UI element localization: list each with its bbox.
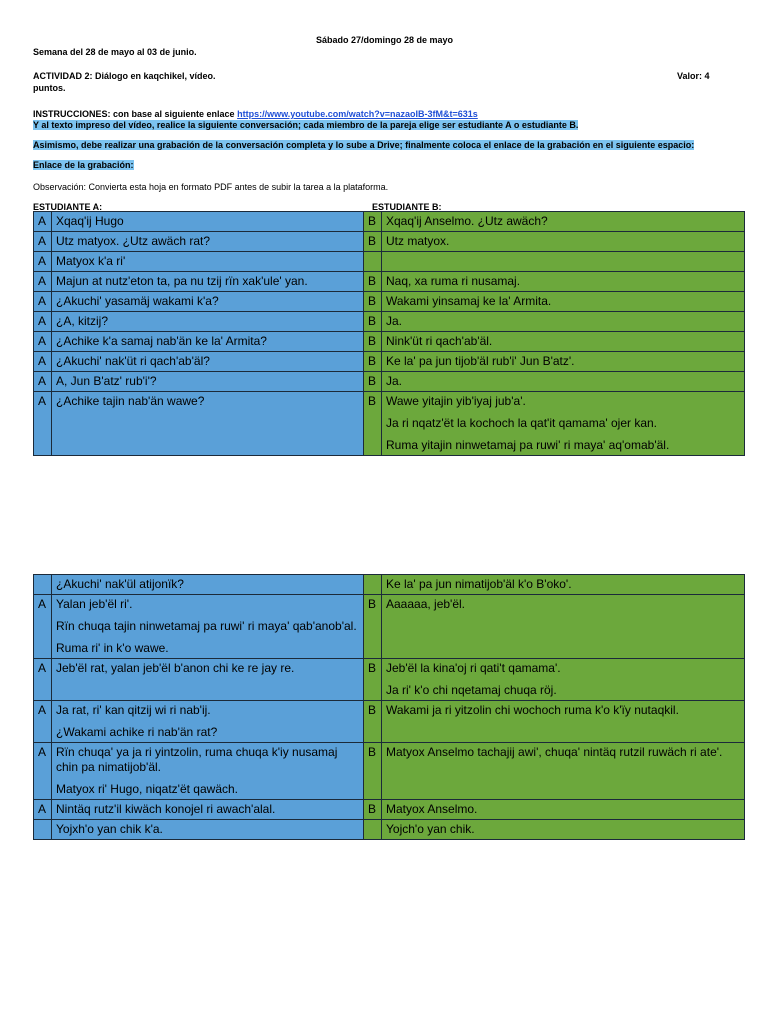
speaker-b-letter: B bbox=[364, 232, 382, 252]
speaker-a-letter: A bbox=[34, 743, 52, 800]
dialogue-line: Matyox ri' Hugo, niqatz'ët qawäch. bbox=[56, 782, 239, 796]
recording-link-label: Enlace de la grabación: bbox=[33, 160, 134, 170]
dialogue-line: Utz matyox. bbox=[386, 234, 450, 248]
dialogue-line: Aaaaaa, jeb'ël. bbox=[386, 597, 466, 611]
dialogue-table-1 bbox=[33, 211, 745, 456]
recording-instructions: Asimismo, debe realizar una grabación de la conversación completa y lo sube a Drive; finalmente coloca el enlace de la grabación en el siguiente espacio: bbox=[33, 140, 695, 150]
speaker-a-letter: A bbox=[34, 701, 52, 743]
speaker-b-text bbox=[382, 212, 745, 232]
speaker-b-text bbox=[382, 352, 745, 372]
speaker-b-letter: B bbox=[364, 595, 382, 659]
speaker-a-text bbox=[52, 743, 364, 800]
activity-title: ACTIVIDAD 2: Diálogo en kaqchikel, vídeo. bbox=[33, 71, 216, 81]
speaker-a-letter: A bbox=[34, 292, 52, 312]
speaker-b-text bbox=[382, 820, 745, 840]
dialogue-line: Ja ri nqatz'ët la kochoch la qat'it qamama' ojer kan. bbox=[386, 416, 658, 430]
dialogue-row bbox=[34, 232, 745, 252]
dialogue-row bbox=[34, 701, 745, 743]
dialogue-row bbox=[34, 820, 745, 840]
speaker-b-letter bbox=[364, 575, 382, 595]
dialogue-line: Yojch'o yan chik. bbox=[386, 822, 475, 836]
dialogue-line: ¿Akuchi' nak'üt ri qach'ab'äl? bbox=[56, 354, 210, 368]
dialogue-line: Ruma ri' in k'o wawe. bbox=[56, 641, 169, 655]
dialogue-row bbox=[34, 212, 745, 232]
observation: Observación: Convierta esta hoja en formato PDF antes de subir la tarea a la plataforma. bbox=[33, 182, 389, 192]
speaker-b-text bbox=[382, 332, 745, 352]
dialogue-row bbox=[34, 352, 745, 372]
dialogue-line: Ja. bbox=[386, 374, 403, 388]
speaker-a-text bbox=[52, 352, 364, 372]
speaker-a-text bbox=[52, 701, 364, 743]
speaker-a-text bbox=[52, 392, 364, 456]
speaker-a-text bbox=[52, 372, 364, 392]
speaker-a-letter: A bbox=[34, 392, 52, 456]
speaker-a-letter: A bbox=[34, 659, 52, 701]
dialogue-line: Jeb'ël la kina'oj ri qati't qamama'. bbox=[386, 661, 561, 675]
speaker-a-text bbox=[52, 212, 364, 232]
speaker-b-text bbox=[382, 701, 745, 743]
speaker-b-letter: B bbox=[364, 659, 382, 701]
speaker-a-letter: A bbox=[34, 272, 52, 292]
speaker-b-letter bbox=[364, 820, 382, 840]
dialogue-line: ¿Akuchi' yasamäj wakami k'a? bbox=[56, 294, 219, 308]
speaker-a-text bbox=[52, 800, 364, 820]
speaker-a-letter: A bbox=[34, 252, 52, 272]
week-line: Semana del 28 de mayo al 03 de junio. bbox=[33, 47, 197, 57]
dialogue-row bbox=[34, 800, 745, 820]
dialogue-line: Nink'üt ri qach'ab'äl. bbox=[386, 334, 493, 348]
speaker-a-text bbox=[52, 820, 364, 840]
speaker-b-letter: B bbox=[364, 312, 382, 332]
speaker-a-text bbox=[52, 575, 364, 595]
dialogue-row bbox=[34, 372, 745, 392]
speaker-b-letter: B bbox=[364, 292, 382, 312]
speaker-a-letter: A bbox=[34, 212, 52, 232]
speaker-b-letter: B bbox=[364, 372, 382, 392]
dialogue-line: Yalan jeb'ël ri'. bbox=[56, 597, 133, 611]
video-link[interactable]: https://www.youtube.com/watch?v=nazaoIB-3fM&t=631s bbox=[237, 109, 478, 119]
speaker-b-letter: B bbox=[364, 212, 382, 232]
speaker-a-text bbox=[52, 272, 364, 292]
dialogue-line: Matyox Anselmo tachajij awi', chuqa' nintäq rutzil ruwäch ri ate'. bbox=[386, 745, 723, 759]
speaker-b-letter: B bbox=[364, 743, 382, 800]
dialogue-row bbox=[34, 575, 745, 595]
speaker-b-letter: B bbox=[364, 352, 382, 372]
points-label: puntos. bbox=[33, 83, 66, 93]
speaker-b-text bbox=[382, 800, 745, 820]
speaker-a-text bbox=[52, 252, 364, 272]
dialogue-row bbox=[34, 252, 745, 272]
dialogue-line: ¿Achike tajin nab'än wawe? bbox=[56, 394, 205, 408]
dialogue-line: Rïn chuqa' ya ja ri yintzolin, ruma chuqa k'iy nusamaj chin pa nimatijob'äl. bbox=[56, 745, 338, 774]
speaker-a-letter bbox=[34, 820, 52, 840]
speaker-b-text bbox=[382, 575, 745, 595]
speaker-a-letter bbox=[34, 575, 52, 595]
dialogue-line: Naq, xa ruma ri nusamaj. bbox=[386, 274, 521, 288]
dialogue-row bbox=[34, 392, 745, 456]
dialogue-line: Xqaq'ij Anselmo. ¿Utz awäch? bbox=[386, 214, 548, 228]
dialogue-line: ¿Akuchi' nak'ül atijonïk? bbox=[56, 577, 184, 591]
date-heading: Sábado 27/domingo 28 de mayo bbox=[316, 35, 454, 45]
speaker-b-text bbox=[382, 252, 745, 272]
dialogue-line: ¿Wakami achike ri nab'än rat? bbox=[56, 725, 218, 739]
speaker-b-text bbox=[382, 743, 745, 800]
speaker-a-text bbox=[52, 332, 364, 352]
speaker-b-letter: B bbox=[364, 392, 382, 456]
dialogue-table-2 bbox=[33, 574, 745, 840]
dialogue-line: Majun at nutz'eton ta, pa nu tzij rïn xak'ule' yan. bbox=[56, 274, 308, 288]
dialogue-row bbox=[34, 743, 745, 800]
dialogue-line: Wakami ja ri yitzolin chi wochoch ruma k'o k'ïy nutaqkil. bbox=[386, 703, 679, 717]
speaker-a-letter: A bbox=[34, 372, 52, 392]
dialogue-row bbox=[34, 595, 745, 659]
instructions bbox=[33, 109, 478, 119]
dialogue-line: Matyox k'a ri' bbox=[56, 254, 126, 268]
speaker-a-letter: A bbox=[34, 332, 52, 352]
dialogue-line: Utz matyox. ¿Utz awäch rat? bbox=[56, 234, 211, 248]
dialogue-row bbox=[34, 312, 745, 332]
speaker-b-letter: B bbox=[364, 701, 382, 743]
speaker-b-text bbox=[382, 292, 745, 312]
speaker-a-text bbox=[52, 312, 364, 332]
speaker-b-letter: B bbox=[364, 332, 382, 352]
dialogue-line: Ruma yitajin ninwetamaj pa ruwi' ri maya' aq'omab'äl. bbox=[386, 438, 670, 452]
dialogue-row bbox=[34, 292, 745, 312]
dialogue-row bbox=[34, 332, 745, 352]
speaker-b-text bbox=[382, 659, 745, 701]
speaker-a-letter: A bbox=[34, 352, 52, 372]
speaker-b-text bbox=[382, 272, 745, 292]
dialogue-line: Yojxh'o yan chik k'a. bbox=[56, 822, 163, 836]
speaker-a-text bbox=[52, 595, 364, 659]
dialogue-line: Nintäq rutz'il kiwäch konojel ri awach'alal. bbox=[56, 802, 276, 816]
student-a-label: ESTUDIANTE A: bbox=[33, 202, 103, 212]
speaker-b-text bbox=[382, 232, 745, 252]
speaker-b-letter: B bbox=[364, 800, 382, 820]
dialogue-line: Jeb'ël rat, yalan jeb'ël b'anon chi ke re jay re. bbox=[56, 661, 295, 675]
speaker-a-letter: A bbox=[34, 232, 52, 252]
speaker-b-text bbox=[382, 392, 745, 456]
speaker-a-letter: A bbox=[34, 312, 52, 332]
dialogue-line: Ja rat, ri' kan qitzij wi ri nab'ij. bbox=[56, 703, 211, 717]
speaker-a-text bbox=[52, 659, 364, 701]
dialogue-line: Wakami yinsamaj ke la' Armita. bbox=[386, 294, 552, 308]
dialogue-line: Ke la' pa jun tijob'äl rub'i' Jun B'atz'. bbox=[386, 354, 575, 368]
dialogue-line: Rïn chuqa tajin ninwetamaj pa ruwi' ri maya' qab'anob'al. bbox=[56, 619, 357, 633]
speaker-b-letter bbox=[364, 252, 382, 272]
dialogue-line: ¿Achike k'a samaj nab'än ke la' Armita? bbox=[56, 334, 267, 348]
speaker-b-text bbox=[382, 372, 745, 392]
dialogue-line: ¿A, kitzij? bbox=[56, 314, 109, 328]
speaker-a-text bbox=[52, 232, 364, 252]
speaker-a-letter: A bbox=[34, 595, 52, 659]
instructions-continued: Y al texto impreso del vídeo, realice la siguiente conversación; cada miembro de la pareja elige ser estudiante A o estudiante B. bbox=[33, 120, 579, 130]
speaker-b-text bbox=[382, 312, 745, 332]
dialogue-row bbox=[34, 659, 745, 701]
dialogue-row bbox=[34, 272, 745, 292]
dialogue-line: Xqaq'ij Hugo bbox=[56, 214, 124, 228]
speaker-a-text bbox=[52, 292, 364, 312]
speaker-a-letter: A bbox=[34, 800, 52, 820]
speaker-b-letter: B bbox=[364, 272, 382, 292]
dialogue-line: Ja ri' k'o chi nqetamaj chuqa röj. bbox=[386, 683, 557, 697]
speaker-b-text bbox=[382, 595, 745, 659]
dialogue-line: Wawe yitajin yib'iyaj jub'a'. bbox=[386, 394, 526, 408]
value-label: Valor: 4 bbox=[677, 71, 710, 81]
dialogue-line: Matyox Anselmo. bbox=[386, 802, 478, 816]
dialogue-line: Ke la' pa jun nimatijob'äl k'o B'oko'. bbox=[386, 577, 572, 591]
instructions-label: INSTRUCCIONES: con base al siguiente enlace bbox=[33, 109, 235, 119]
student-b-label: ESTUDIANTE B: bbox=[372, 202, 442, 212]
dialogue-line: A, Jun B'atz' rub'i'? bbox=[56, 374, 157, 388]
dialogue-line: Ja. bbox=[386, 314, 403, 328]
